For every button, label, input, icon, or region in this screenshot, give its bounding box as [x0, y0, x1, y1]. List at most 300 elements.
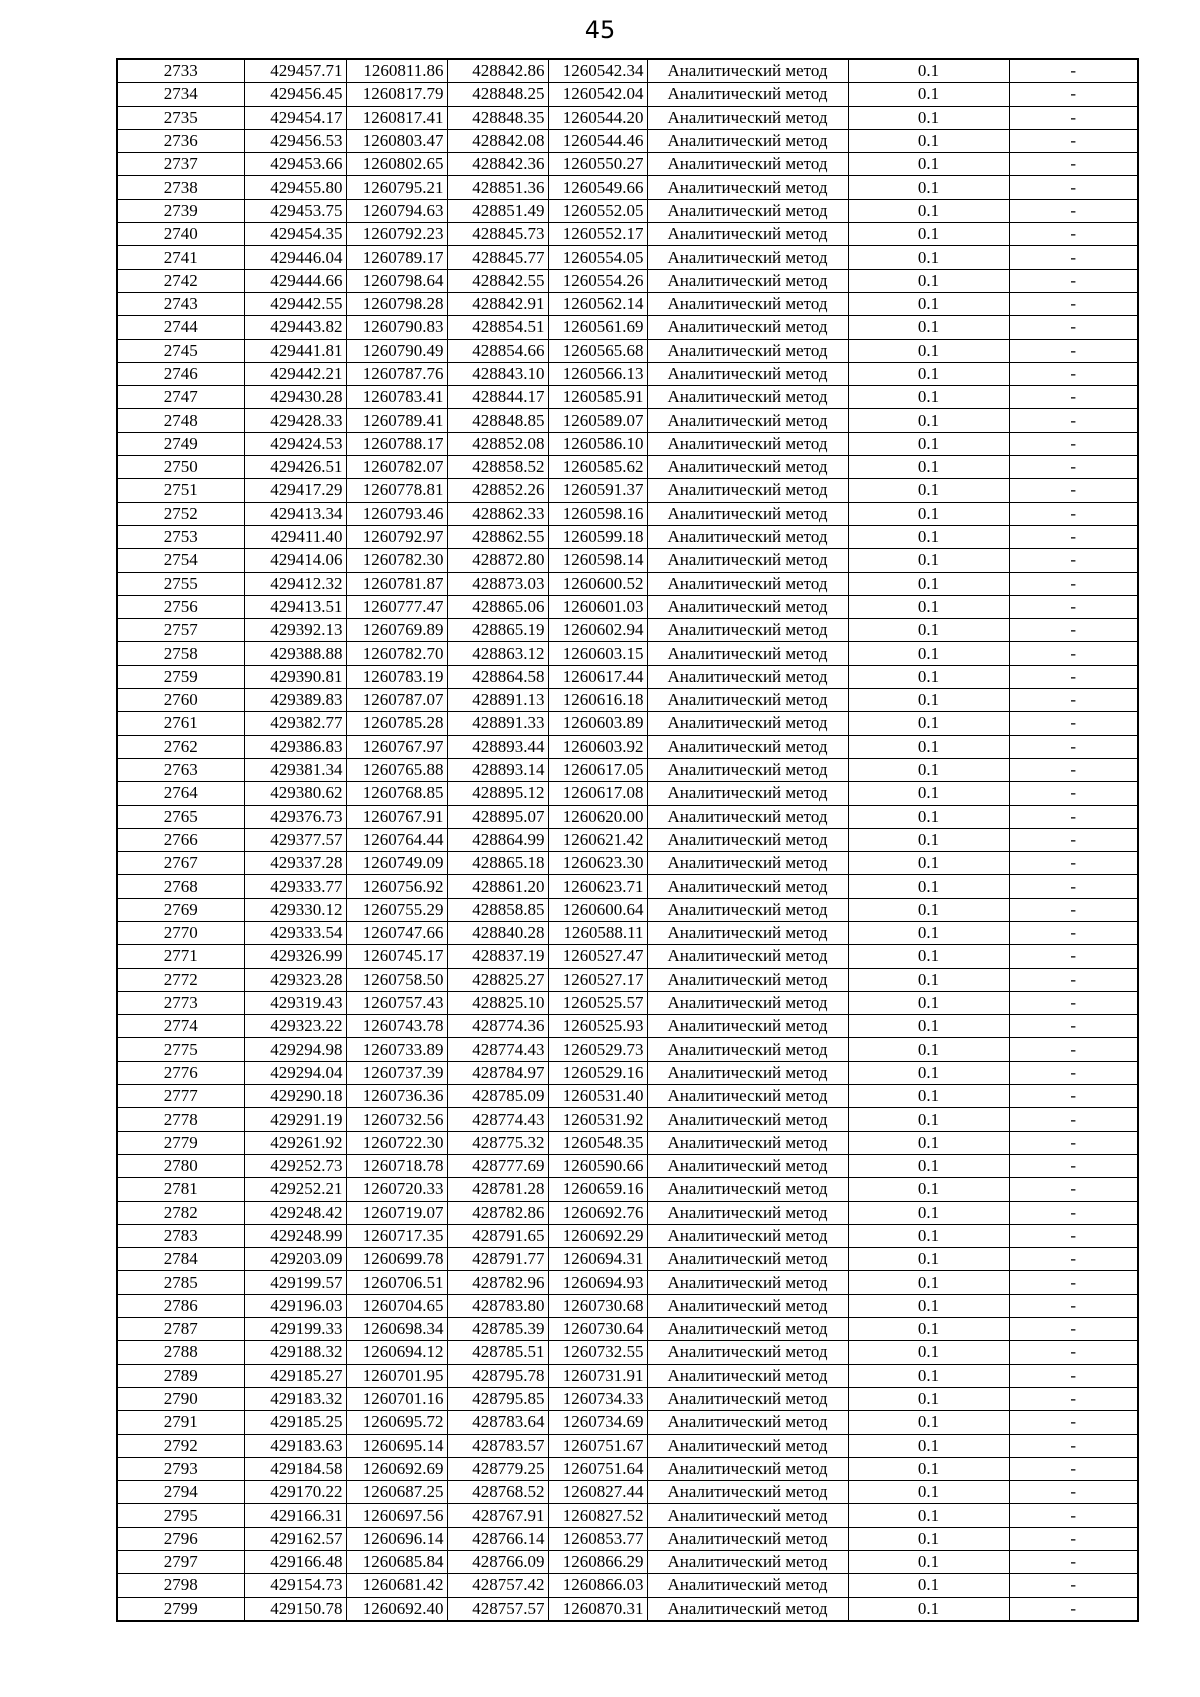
accuracy-cell: 0.1 — [848, 106, 1009, 129]
point-number-cell: 2734 — [117, 83, 244, 106]
x-new-cell: 428848.25 — [447, 83, 548, 106]
method-cell: Аналитический метод — [647, 1061, 848, 1084]
method-cell: Аналитический метод — [647, 828, 848, 851]
method-cell: Аналитический метод — [647, 1411, 848, 1434]
y-old-cell: 1260681.42 — [346, 1574, 447, 1597]
y-new-cell: 1260623.30 — [548, 852, 647, 875]
accuracy-cell: 0.1 — [848, 758, 1009, 781]
x-old-cell: 429199.33 — [244, 1318, 346, 1341]
table-row — [117, 456, 1138, 479]
x-old-cell: 429392.13 — [244, 619, 346, 642]
note-cell: - — [1009, 362, 1138, 385]
y-new-cell: 1260600.64 — [548, 898, 647, 921]
y-old-cell: 1260790.49 — [346, 339, 447, 362]
accuracy-cell: 0.1 — [848, 1201, 1009, 1224]
point-number-cell: 2779 — [117, 1131, 244, 1154]
y-new-cell: 1260603.15 — [548, 642, 647, 665]
table-row — [117, 945, 1138, 968]
accuracy-cell: 0.1 — [848, 1318, 1009, 1341]
note-cell: - — [1009, 479, 1138, 502]
x-old-cell: 429446.04 — [244, 246, 346, 269]
y-new-cell: 1260525.57 — [548, 991, 647, 1014]
y-new-cell: 1260542.34 — [548, 59, 647, 83]
y-old-cell: 1260768.85 — [346, 782, 447, 805]
accuracy-cell: 0.1 — [848, 1527, 1009, 1550]
method-cell: Аналитический метод — [647, 1085, 848, 1108]
x-old-cell: 429294.98 — [244, 1038, 346, 1061]
y-old-cell: 1260719.07 — [346, 1201, 447, 1224]
accuracy-cell: 0.1 — [848, 1411, 1009, 1434]
point-number-cell: 2761 — [117, 712, 244, 735]
y-new-cell: 1260542.04 — [548, 83, 647, 106]
note-cell: - — [1009, 595, 1138, 618]
table-row — [117, 1224, 1138, 1247]
table-row — [117, 968, 1138, 991]
y-new-cell: 1260731.91 — [548, 1364, 647, 1387]
x-old-cell: 429183.32 — [244, 1387, 346, 1410]
table-row — [117, 1131, 1138, 1154]
accuracy-cell: 0.1 — [848, 1131, 1009, 1154]
y-new-cell: 1260617.08 — [548, 782, 647, 805]
x-new-cell: 428783.80 — [447, 1294, 548, 1317]
note-cell: - — [1009, 316, 1138, 339]
y-new-cell: 1260585.91 — [548, 386, 647, 409]
accuracy-cell: 0.1 — [848, 1387, 1009, 1410]
x-new-cell: 428861.20 — [447, 875, 548, 898]
note-cell: - — [1009, 1131, 1138, 1154]
table-row — [117, 269, 1138, 292]
table-row — [117, 129, 1138, 152]
accuracy-cell: 0.1 — [848, 1504, 1009, 1527]
accuracy-cell: 0.1 — [848, 1551, 1009, 1574]
x-new-cell: 428784.97 — [447, 1061, 548, 1084]
accuracy-cell: 0.1 — [848, 642, 1009, 665]
method-cell: Аналитический метод — [647, 991, 848, 1014]
method-cell: Аналитический метод — [647, 223, 848, 246]
x-new-cell: 428843.10 — [447, 362, 548, 385]
accuracy-cell: 0.1 — [848, 991, 1009, 1014]
x-new-cell: 428854.66 — [447, 339, 548, 362]
note-cell: - — [1009, 409, 1138, 432]
y-new-cell: 1260531.92 — [548, 1108, 647, 1131]
x-new-cell: 428774.43 — [447, 1038, 548, 1061]
accuracy-cell: 0.1 — [848, 735, 1009, 758]
table-row — [117, 502, 1138, 525]
table-body — [117, 59, 1138, 1621]
method-cell: Аналитический метод — [647, 502, 848, 525]
x-old-cell: 429456.53 — [244, 129, 346, 152]
accuracy-cell: 0.1 — [848, 456, 1009, 479]
note-cell: - — [1009, 1411, 1138, 1434]
y-new-cell: 1260600.52 — [548, 572, 647, 595]
x-old-cell: 429413.51 — [244, 595, 346, 618]
x-old-cell: 429252.21 — [244, 1178, 346, 1201]
point-number-cell: 2777 — [117, 1085, 244, 1108]
y-new-cell: 1260552.05 — [548, 199, 647, 222]
y-old-cell: 1260788.17 — [346, 432, 447, 455]
accuracy-cell: 0.1 — [848, 362, 1009, 385]
x-old-cell: 429430.28 — [244, 386, 346, 409]
method-cell: Аналитический метод — [647, 1364, 848, 1387]
accuracy-cell: 0.1 — [848, 129, 1009, 152]
accuracy-cell: 0.1 — [848, 246, 1009, 269]
accuracy-cell: 0.1 — [848, 1481, 1009, 1504]
note-cell: - — [1009, 1434, 1138, 1457]
note-cell: - — [1009, 921, 1138, 944]
point-number-cell: 2773 — [117, 991, 244, 1014]
x-new-cell: 428825.10 — [447, 991, 548, 1014]
table-row — [117, 1318, 1138, 1341]
y-old-cell: 1260778.81 — [346, 479, 447, 502]
y-new-cell: 1260732.55 — [548, 1341, 647, 1364]
point-number-cell: 2791 — [117, 1411, 244, 1434]
note-cell: - — [1009, 1154, 1138, 1177]
y-new-cell: 1260527.47 — [548, 945, 647, 968]
method-cell: Аналитический метод — [647, 1178, 848, 1201]
y-old-cell: 1260785.28 — [346, 712, 447, 735]
accuracy-cell: 0.1 — [848, 525, 1009, 548]
method-cell: Аналитический метод — [647, 945, 848, 968]
point-number-cell: 2742 — [117, 269, 244, 292]
x-old-cell: 429444.66 — [244, 269, 346, 292]
method-cell: Аналитический метод — [647, 362, 848, 385]
accuracy-cell: 0.1 — [848, 292, 1009, 315]
x-new-cell: 428848.85 — [447, 409, 548, 432]
point-number-cell: 2737 — [117, 153, 244, 176]
x-old-cell: 429443.82 — [244, 316, 346, 339]
note-cell: - — [1009, 386, 1138, 409]
note-cell: - — [1009, 1551, 1138, 1574]
x-new-cell: 428757.57 — [447, 1597, 548, 1621]
y-new-cell: 1260659.16 — [548, 1178, 647, 1201]
accuracy-cell: 0.1 — [848, 1178, 1009, 1201]
point-number-cell: 2764 — [117, 782, 244, 805]
y-old-cell: 1260783.41 — [346, 386, 447, 409]
table-row — [117, 1527, 1138, 1550]
table-row — [117, 1481, 1138, 1504]
table-row — [117, 712, 1138, 735]
x-old-cell: 429184.58 — [244, 1457, 346, 1480]
y-old-cell: 1260757.43 — [346, 991, 447, 1014]
note-cell: - — [1009, 805, 1138, 828]
x-old-cell: 429426.51 — [244, 456, 346, 479]
accuracy-cell: 0.1 — [848, 1434, 1009, 1457]
x-old-cell: 429453.75 — [244, 199, 346, 222]
x-new-cell: 428785.09 — [447, 1085, 548, 1108]
point-number-cell: 2762 — [117, 735, 244, 758]
point-number-cell: 2755 — [117, 572, 244, 595]
y-old-cell: 1260789.17 — [346, 246, 447, 269]
y-old-cell: 1260749.09 — [346, 852, 447, 875]
method-cell: Аналитический метод — [647, 316, 848, 339]
x-old-cell: 429428.33 — [244, 409, 346, 432]
y-old-cell: 1260787.76 — [346, 362, 447, 385]
y-new-cell: 1260586.10 — [548, 432, 647, 455]
point-number-cell: 2782 — [117, 1201, 244, 1224]
x-old-cell: 429454.35 — [244, 223, 346, 246]
accuracy-cell: 0.1 — [848, 1364, 1009, 1387]
point-number-cell: 2796 — [117, 1527, 244, 1550]
point-number-cell: 2746 — [117, 362, 244, 385]
point-number-cell: 2754 — [117, 549, 244, 572]
table-row — [117, 386, 1138, 409]
note-cell: - — [1009, 223, 1138, 246]
method-cell: Аналитический метод — [647, 572, 848, 595]
method-cell: Аналитический метод — [647, 1551, 848, 1574]
method-cell: Аналитический метод — [647, 339, 848, 362]
y-old-cell: 1260687.25 — [346, 1481, 447, 1504]
x-new-cell: 428862.55 — [447, 525, 548, 548]
x-new-cell: 428844.17 — [447, 386, 548, 409]
point-number-cell: 2753 — [117, 525, 244, 548]
y-new-cell: 1260734.33 — [548, 1387, 647, 1410]
note-cell: - — [1009, 1318, 1138, 1341]
table-row — [117, 549, 1138, 572]
point-number-cell: 2767 — [117, 852, 244, 875]
accuracy-cell: 0.1 — [848, 945, 1009, 968]
table-row — [117, 1085, 1138, 1108]
x-old-cell: 429412.32 — [244, 572, 346, 595]
y-new-cell: 1260525.93 — [548, 1015, 647, 1038]
note-cell: - — [1009, 712, 1138, 735]
y-old-cell: 1260782.70 — [346, 642, 447, 665]
note-cell: - — [1009, 246, 1138, 269]
accuracy-cell: 0.1 — [848, 176, 1009, 199]
method-cell: Аналитический метод — [647, 176, 848, 199]
x-old-cell: 429166.48 — [244, 1551, 346, 1574]
point-number-cell: 2739 — [117, 199, 244, 222]
x-new-cell: 428775.32 — [447, 1131, 548, 1154]
y-new-cell: 1260588.11 — [548, 921, 647, 944]
page-number: 45 — [584, 16, 616, 44]
y-old-cell: 1260718.78 — [346, 1154, 447, 1177]
table-row — [117, 572, 1138, 595]
note-cell: - — [1009, 83, 1138, 106]
y-new-cell: 1260603.89 — [548, 712, 647, 735]
x-new-cell: 428791.65 — [447, 1224, 548, 1247]
y-new-cell: 1260561.69 — [548, 316, 647, 339]
y-new-cell: 1260544.46 — [548, 129, 647, 152]
x-new-cell: 428851.49 — [447, 199, 548, 222]
x-new-cell: 428842.55 — [447, 269, 548, 292]
method-cell: Аналитический метод — [647, 386, 848, 409]
y-old-cell: 1260758.50 — [346, 968, 447, 991]
accuracy-cell: 0.1 — [848, 199, 1009, 222]
y-new-cell: 1260827.52 — [548, 1504, 647, 1527]
method-cell: Аналитический метод — [647, 479, 848, 502]
table-row — [117, 991, 1138, 1014]
x-old-cell: 429252.73 — [244, 1154, 346, 1177]
point-number-cell: 2757 — [117, 619, 244, 642]
x-new-cell: 428777.69 — [447, 1154, 548, 1177]
y-old-cell: 1260736.36 — [346, 1085, 447, 1108]
point-number-cell: 2781 — [117, 1178, 244, 1201]
accuracy-cell: 0.1 — [848, 828, 1009, 851]
x-new-cell: 428895.07 — [447, 805, 548, 828]
x-new-cell: 428779.25 — [447, 1457, 548, 1480]
y-new-cell: 1260562.14 — [548, 292, 647, 315]
method-cell: Аналитический метод — [647, 1481, 848, 1504]
table-row — [117, 1271, 1138, 1294]
table-row — [117, 828, 1138, 851]
y-old-cell: 1260789.41 — [346, 409, 447, 432]
x-new-cell: 428783.64 — [447, 1411, 548, 1434]
method-cell: Аналитический метод — [647, 432, 848, 455]
y-old-cell: 1260706.51 — [346, 1271, 447, 1294]
y-old-cell: 1260704.65 — [346, 1294, 447, 1317]
accuracy-cell: 0.1 — [848, 1574, 1009, 1597]
note-cell: - — [1009, 852, 1138, 875]
table-row — [117, 1201, 1138, 1224]
point-number-cell: 2783 — [117, 1224, 244, 1247]
method-cell: Аналитический метод — [647, 549, 848, 572]
y-old-cell: 1260756.92 — [346, 875, 447, 898]
note-cell: - — [1009, 456, 1138, 479]
note-cell: - — [1009, 665, 1138, 688]
accuracy-cell: 0.1 — [848, 153, 1009, 176]
table-row — [117, 362, 1138, 385]
y-old-cell: 1260695.14 — [346, 1434, 447, 1457]
table-row — [117, 758, 1138, 781]
table-row — [117, 1341, 1138, 1364]
x-new-cell: 428873.03 — [447, 572, 548, 595]
x-new-cell: 428865.19 — [447, 619, 548, 642]
note-cell: - — [1009, 129, 1138, 152]
table-row — [117, 1504, 1138, 1527]
x-new-cell: 428864.58 — [447, 665, 548, 688]
y-new-cell: 1260554.05 — [548, 246, 647, 269]
x-new-cell: 428840.28 — [447, 921, 548, 944]
note-cell: - — [1009, 1248, 1138, 1271]
y-old-cell: 1260720.33 — [346, 1178, 447, 1201]
y-new-cell: 1260598.14 — [548, 549, 647, 572]
y-new-cell: 1260591.37 — [548, 479, 647, 502]
x-new-cell: 428795.78 — [447, 1364, 548, 1387]
x-old-cell: 429319.43 — [244, 991, 346, 1014]
method-cell: Аналитический метод — [647, 106, 848, 129]
method-cell: Аналитический метод — [647, 1154, 848, 1177]
method-cell: Аналитический метод — [647, 1318, 848, 1341]
method-cell: Аналитический метод — [647, 199, 848, 222]
method-cell: Аналитический метод — [647, 1201, 848, 1224]
x-old-cell: 429417.29 — [244, 479, 346, 502]
method-cell: Аналитический метод — [647, 525, 848, 548]
table-row — [117, 339, 1138, 362]
accuracy-cell: 0.1 — [848, 712, 1009, 735]
method-cell: Аналитический метод — [647, 805, 848, 828]
point-number-cell: 2765 — [117, 805, 244, 828]
accuracy-cell: 0.1 — [848, 339, 1009, 362]
accuracy-cell: 0.1 — [848, 269, 1009, 292]
point-number-cell: 2740 — [117, 223, 244, 246]
method-cell: Аналитический метод — [647, 735, 848, 758]
method-cell: Аналитический метод — [647, 1271, 848, 1294]
table-row — [117, 1154, 1138, 1177]
x-new-cell: 428825.27 — [447, 968, 548, 991]
x-new-cell: 428848.35 — [447, 106, 548, 129]
note-cell: - — [1009, 269, 1138, 292]
method-cell: Аналитический метод — [647, 1038, 848, 1061]
accuracy-cell: 0.1 — [848, 619, 1009, 642]
y-old-cell: 1260722.30 — [346, 1131, 447, 1154]
point-number-cell: 2756 — [117, 595, 244, 618]
x-new-cell: 428795.85 — [447, 1387, 548, 1410]
x-old-cell: 429382.77 — [244, 712, 346, 735]
table-row — [117, 665, 1138, 688]
note-cell: - — [1009, 339, 1138, 362]
table-row — [117, 619, 1138, 642]
note-cell: - — [1009, 1574, 1138, 1597]
note-cell: - — [1009, 1294, 1138, 1317]
note-cell: - — [1009, 1597, 1138, 1621]
x-new-cell: 428852.08 — [447, 432, 548, 455]
x-old-cell: 429457.71 — [244, 59, 346, 83]
note-cell: - — [1009, 1224, 1138, 1247]
y-new-cell: 1260621.42 — [548, 828, 647, 851]
note-cell: - — [1009, 1504, 1138, 1527]
x-new-cell: 428863.12 — [447, 642, 548, 665]
x-new-cell: 428757.42 — [447, 1574, 548, 1597]
y-old-cell: 1260769.89 — [346, 619, 447, 642]
note-cell: - — [1009, 176, 1138, 199]
point-number-cell: 2793 — [117, 1457, 244, 1480]
y-old-cell: 1260794.63 — [346, 199, 447, 222]
x-old-cell: 429389.83 — [244, 689, 346, 712]
y-new-cell: 1260603.92 — [548, 735, 647, 758]
note-cell: - — [1009, 828, 1138, 851]
method-cell: Аналитический метод — [647, 852, 848, 875]
table-row — [117, 1387, 1138, 1410]
method-cell: Аналитический метод — [647, 1108, 848, 1131]
x-old-cell: 429183.63 — [244, 1434, 346, 1457]
method-cell: Аналитический метод — [647, 968, 848, 991]
note-cell: - — [1009, 1201, 1138, 1224]
table-row — [117, 595, 1138, 618]
table-row — [117, 106, 1138, 129]
y-new-cell: 1260550.27 — [548, 153, 647, 176]
y-old-cell: 1260793.46 — [346, 502, 447, 525]
y-old-cell: 1260817.41 — [346, 106, 447, 129]
table-row — [117, 1411, 1138, 1434]
y-old-cell: 1260743.78 — [346, 1015, 447, 1038]
method-cell: Аналитический метод — [647, 292, 848, 315]
point-number-cell: 2792 — [117, 1434, 244, 1457]
y-old-cell: 1260777.47 — [346, 595, 447, 618]
x-old-cell: 429196.03 — [244, 1294, 346, 1317]
x-old-cell: 429424.53 — [244, 432, 346, 455]
note-cell: - — [1009, 1271, 1138, 1294]
x-old-cell: 429162.57 — [244, 1527, 346, 1550]
x-new-cell: 428783.57 — [447, 1434, 548, 1457]
y-old-cell: 1260685.84 — [346, 1551, 447, 1574]
y-old-cell: 1260792.23 — [346, 223, 447, 246]
y-old-cell: 1260790.83 — [346, 316, 447, 339]
x-old-cell: 429455.80 — [244, 176, 346, 199]
table-row — [117, 689, 1138, 712]
table-row — [117, 1015, 1138, 1038]
x-old-cell: 429411.40 — [244, 525, 346, 548]
x-old-cell: 429203.09 — [244, 1248, 346, 1271]
point-number-cell: 2786 — [117, 1294, 244, 1317]
method-cell: Аналитический метод — [647, 595, 848, 618]
y-new-cell: 1260730.68 — [548, 1294, 647, 1317]
point-number-cell: 2760 — [117, 689, 244, 712]
x-old-cell: 429388.88 — [244, 642, 346, 665]
point-number-cell: 2745 — [117, 339, 244, 362]
table-row — [117, 875, 1138, 898]
point-number-cell: 2780 — [117, 1154, 244, 1177]
point-number-cell: 2743 — [117, 292, 244, 315]
